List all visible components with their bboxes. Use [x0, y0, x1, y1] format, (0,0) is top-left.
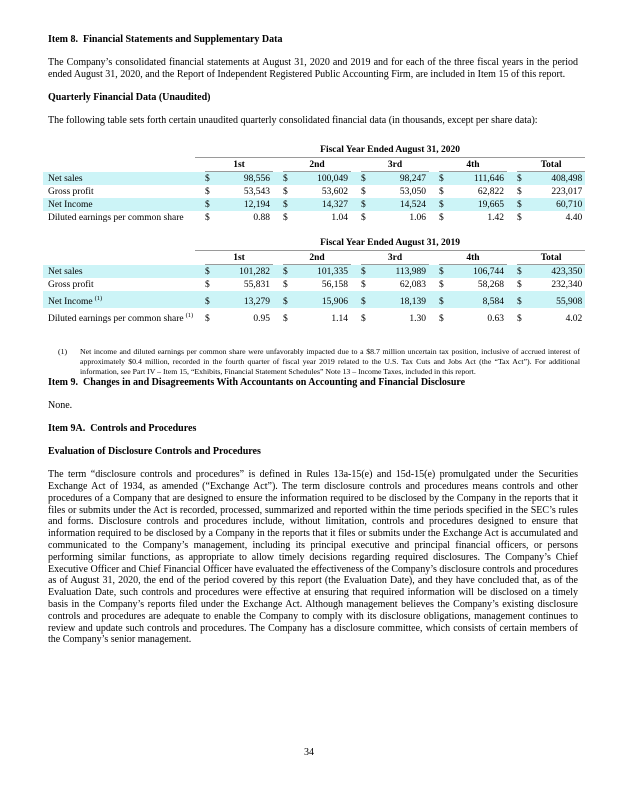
currency-cell: $ [517, 200, 522, 211]
currency-cell: $ [283, 187, 288, 198]
value-cell: 0.88 [253, 213, 270, 224]
gap-cell [195, 172, 205, 186]
quarterly-heading: Quarterly Financial Data (Unaudited) [48, 91, 211, 103]
gap-cell [507, 265, 517, 279]
value-cell: 1.30 [409, 314, 426, 325]
gap-cell [507, 278, 517, 291]
currency-cell: $ [205, 174, 210, 185]
column-header: 2nd [283, 251, 351, 265]
value-cell: 60,710 [556, 200, 583, 211]
label-spacer-cell [43, 143, 195, 158]
currency-cell: $ [439, 174, 444, 185]
gap-cell [429, 308, 439, 325]
currency-cell: $ [361, 267, 366, 278]
item8-paragraph: The Company’s consolidated financial statements at August 31, 2020 and 2019 and for each of the three fiscal years in the period ended August 31, 2020, and the Report of Independent Registered Public Accounting Firm, are included in Item 15 of this report. [48, 57, 578, 80]
item8-heading: Item 8. Financial Statements and Supplementary Data [48, 34, 283, 45]
gap-cell [195, 265, 205, 279]
gap-cell [507, 198, 517, 211]
gap-cell [273, 158, 283, 172]
value-cell: 408,498 [551, 174, 583, 185]
currency-cell: $ [439, 297, 444, 308]
currency-cell: $ [361, 174, 366, 185]
value-cell: 0.95 [253, 314, 270, 325]
row-label-cell: Diluted earnings per common share [48, 213, 184, 224]
value-cell: 113,989 [395, 267, 426, 278]
footnote-text: Net income and diluted earnings per common share were unfavorably impacted due to a $8.7 million uncertain tax position, inclusive of accrued interest of approximately $0.4 million, recorded in the fourth quarter of fiscal year 2019 related to the U.S. Tax Cuts and Jobs Act (the “Tax Act”). For additional information, see Part IV – Item 15, “Exhibits, Financial Statement Schedules” Note 13 – Income Taxes, included in this report. [80, 347, 580, 377]
gap-cell [429, 278, 439, 291]
gap-cell [273, 198, 283, 211]
gap-cell [351, 265, 361, 279]
column-header-row [43, 251, 585, 265]
item9-body: None. [48, 400, 73, 412]
gap-cell [351, 278, 361, 291]
label-spacer-cell [43, 236, 195, 251]
gap-cell [195, 198, 205, 211]
value-cell: 101,282 [239, 267, 270, 278]
column-header: 3rd [361, 158, 429, 172]
value-cell: 4.40 [565, 213, 583, 224]
value-cell: 62,083 [399, 280, 426, 291]
gap-cell [429, 251, 439, 265]
table-row [43, 211, 585, 224]
item9a-heading: Item 9A. Controls and Procedures [48, 423, 197, 435]
value-cell: 101,335 [317, 267, 348, 278]
value-cell: 15,906 [321, 297, 348, 308]
currency-cell: $ [517, 280, 522, 291]
gap-cell [351, 185, 361, 198]
gap-cell [195, 158, 205, 172]
row-label-cell: Diluted earnings per common share $^{(1)}$ [48, 312, 194, 325]
currency-cell: $ [283, 213, 288, 224]
value-cell: 12,194 [243, 200, 270, 211]
value-cell: 55,831 [243, 280, 270, 291]
currency-cell: $ [361, 280, 366, 291]
currency-cell: $ [517, 213, 522, 224]
value-cell: 53,050 [399, 187, 426, 198]
gap-cell [273, 185, 283, 198]
column-header: 4th [439, 251, 507, 265]
currency-cell: $ [205, 297, 210, 308]
currency-cell: $ [517, 314, 522, 325]
column-header: 1st [205, 158, 273, 172]
gap-cell [273, 308, 283, 325]
gap-cell [507, 291, 517, 308]
gap-cell [351, 308, 361, 325]
value-cell: 98,556 [243, 174, 270, 185]
currency-cell: $ [205, 213, 210, 224]
gap-cell [351, 291, 361, 308]
value-cell: 14,524 [399, 200, 426, 211]
value-cell: 19,665 [477, 200, 504, 211]
value-cell: 423,350 [551, 267, 583, 278]
currency-cell: $ [439, 280, 444, 291]
value-cell: 13,279 [243, 297, 270, 308]
currency-cell: $ [283, 174, 288, 185]
gap-cell [195, 308, 205, 325]
gap-cell [429, 291, 439, 308]
gap-cell [507, 172, 517, 186]
value-cell: 18,139 [399, 297, 426, 308]
value-cell: 53,543 [243, 187, 270, 198]
column-header: 4th [439, 158, 507, 172]
currency-cell: $ [205, 280, 210, 291]
value-cell: 8,584 [482, 297, 504, 308]
currency-cell: $ [361, 297, 366, 308]
value-cell: 106,744 [473, 267, 504, 278]
currency-cell: $ [517, 187, 522, 198]
row-label-cell: Gross profit [48, 280, 94, 291]
gap-cell [429, 211, 439, 224]
gap-cell [429, 172, 439, 186]
gap-cell [351, 251, 361, 265]
currency-cell: $ [361, 187, 366, 198]
gap-cell [429, 265, 439, 279]
column-header: 1st [205, 251, 273, 265]
currency-cell: $ [205, 267, 210, 278]
label-spacer-cell [43, 251, 195, 265]
currency-cell: $ [283, 314, 288, 325]
value-cell: 1.06 [409, 213, 426, 224]
currency-cell: $ [361, 314, 366, 325]
gap-cell [507, 251, 517, 265]
gap-cell [195, 278, 205, 291]
currency-cell: $ [361, 200, 366, 211]
currency-cell: $ [439, 187, 444, 198]
row-label-cell: Net Income [48, 200, 93, 211]
value-cell: 58,268 [477, 280, 504, 291]
table-row [43, 198, 585, 211]
currency-cell: $ [439, 200, 444, 211]
value-cell: 53,602 [321, 187, 348, 198]
footnote-reference: (1) [185, 312, 194, 320]
currency-cell: $ [439, 314, 444, 325]
page-number: 34 [304, 747, 314, 758]
table-caption: Fiscal Year Ended August 31, 2019 [195, 236, 585, 251]
currency-cell: $ [439, 267, 444, 278]
currency-cell: $ [205, 314, 210, 325]
gap-cell [351, 172, 361, 186]
value-cell: 111,646 [473, 174, 504, 185]
gap-cell [273, 211, 283, 224]
currency-cell: $ [283, 267, 288, 278]
evaluation-subheading: Evaluation of Disclosure Controls and Procedures [48, 446, 261, 458]
gap-cell [195, 211, 205, 224]
column-header: Total [517, 158, 585, 172]
row-label-cell: Net sales [48, 174, 83, 185]
value-cell: 56,158 [321, 280, 348, 291]
currency-cell: $ [205, 200, 210, 211]
gap-cell [429, 185, 439, 198]
gap-cell [507, 185, 517, 198]
gap-cell [507, 308, 517, 325]
gap-cell [273, 172, 283, 186]
value-cell: 4.02 [565, 314, 583, 325]
currency-cell: $ [283, 297, 288, 308]
gap-cell [195, 185, 205, 198]
quarterly-table-2020 [43, 143, 585, 224]
currency-cell: $ [517, 174, 522, 185]
table-row [43, 172, 585, 186]
table-row [43, 278, 585, 291]
gap-cell [273, 265, 283, 279]
column-header: 3rd [361, 251, 429, 265]
value-cell: 14,327 [321, 200, 348, 211]
currency-cell: $ [361, 213, 366, 224]
quarterly-table-2019 [43, 236, 585, 325]
value-cell: 98,247 [399, 174, 426, 185]
label-spacer-cell [43, 158, 195, 172]
table-row [43, 308, 585, 325]
column-header-row [43, 158, 585, 172]
value-cell: 100,049 [317, 174, 348, 185]
currency-cell: $ [517, 267, 522, 278]
currency-cell: $ [439, 213, 444, 224]
caption-row [43, 236, 585, 251]
row-label-cell: Net Income $^{(1)}$ [48, 295, 103, 308]
table-caption: Fiscal Year Ended August 31, 2020 [195, 143, 585, 158]
gap-cell [273, 278, 283, 291]
column-header: 2nd [283, 158, 351, 172]
footnote-marker: (1) [58, 347, 68, 357]
quarterly-intro: The following table sets forth certain unaudited quarterly consolidated financial data (in thousands, except per share data): [48, 114, 538, 126]
table-row [43, 291, 585, 308]
value-cell: 62,822 [477, 187, 504, 198]
value-cell: 1.42 [487, 213, 504, 224]
gap-cell [351, 158, 361, 172]
caption-row [43, 143, 585, 158]
footnote-reference: (1) [94, 295, 103, 303]
gap-cell [273, 251, 283, 265]
value-cell: 1.14 [331, 314, 348, 325]
table-row [43, 265, 585, 279]
value-cell: 55,908 [556, 297, 583, 308]
gap-cell [273, 291, 283, 308]
footnote [58, 347, 580, 377]
row-label-cell: Net sales [48, 267, 83, 278]
row-label-cell: Gross profit [48, 187, 94, 198]
value-cell: 0.63 [487, 314, 504, 325]
value-cell: 232,340 [551, 280, 583, 291]
value-cell: 223,017 [551, 187, 583, 198]
currency-cell: $ [205, 187, 210, 198]
gap-cell [351, 198, 361, 211]
gap-cell [351, 211, 361, 224]
controls-paragraph: The term “disclosure controls and procedures” is defined in Rules 13a-15(e) and 15d-15(e) promulgated under the Securities Exchange Act of 1934, as amended (“Exchange Act”). The term disclosure controls and procedures means controls and other procedures of a Company that are designed to ensure the information required to be disclosed by the Company in the reports that it files or submits under the Act is recorded, processed, summarized and reported within the time periods specified in the SEC’s rules and forms. Disclosure controls and procedures include, without limitation, controls and procedures designed to ensure that information required to be disclosed by a Company in the reports that it files or submits under the Exchange Act is accumulated and communicated to the Company’s management, including its principal executive and principal financial officers, or persons performing similar functions, as appropriate to allow timely decisions regarding required disclosures. The Company’s Chief Executive Officer and Chief Financial Officer have evaluated the effectiveness of the Company’s disclosure controls and procedures as of August 31, 2020, the end of the period covered by this report (the Evaluation Date), and they have concluded that, as of the Evaluation Date, such controls and procedures were effective at ensuring that required information will be disclosed on a timely basis in the Company’s reports filed under the Exchange Act. Although management believes the Company’s existing disclosure controls and procedures are adequate to enable the Company to comply with its disclosure obligations, management continues to review and update such controls and procedures. The Company has a disclosure committee, which consists of certain members of the Company’s senior management. [48, 469, 578, 646]
currency-cell: $ [283, 280, 288, 291]
gap-cell [195, 251, 205, 265]
currency-cell: $ [517, 297, 522, 308]
item9-heading: Item 9. Changes in and Disagreements With Accountants on Accounting and Financial Disclosure [48, 377, 466, 389]
gap-cell [195, 291, 205, 308]
gap-cell [507, 211, 517, 224]
table-row [43, 185, 585, 198]
gap-cell [429, 198, 439, 211]
gap-cell [507, 158, 517, 172]
value-cell: 1.04 [331, 213, 348, 224]
currency-cell: $ [283, 200, 288, 211]
gap-cell [429, 158, 439, 172]
column-header: Total [517, 251, 585, 265]
